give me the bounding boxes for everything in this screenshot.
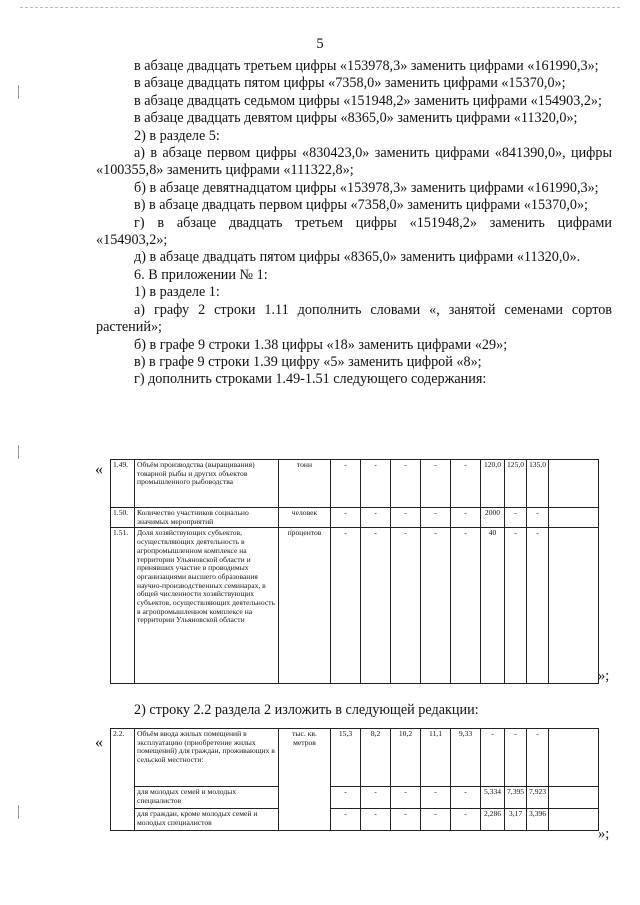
value-cell: 8,2 bbox=[361, 729, 391, 787]
value-cell: - bbox=[527, 528, 549, 684]
value-cell: 7,923 bbox=[527, 787, 549, 809]
paragraph: в) в абзаце двадцать первом цифры «7358,0» заменить цифрами «15370,0»; bbox=[134, 197, 588, 214]
value-cell: - bbox=[361, 787, 391, 809]
empty-cell bbox=[549, 787, 599, 809]
value-cell: 2,286 bbox=[481, 809, 505, 831]
quote-open-mark: « bbox=[95, 461, 103, 478]
indicator-name: Доля хозяйствующих субъектов, осуществляющих деятельность в агропромышленном комплексе на территории Ульяновской области и принявших участие в проводимых организациями высшего образования научно-производственных семинарах, в общей численности хозяйствующих субъектов, осуществляющих деятельность в агропромышленном комплексе на территории Ульяновской области bbox=[135, 528, 279, 684]
indicators-table-1 bbox=[110, 459, 599, 684]
value-cell: - bbox=[391, 508, 421, 528]
value-cell: - bbox=[361, 508, 391, 528]
value-cell: - bbox=[361, 460, 391, 508]
quote-close-mark: »; bbox=[598, 668, 610, 684]
value-cell: - bbox=[527, 729, 549, 787]
quote-open-mark: « bbox=[95, 734, 103, 751]
value-cell: - bbox=[391, 528, 421, 684]
value-cell: 5,334 bbox=[481, 787, 505, 809]
value-cell: - bbox=[361, 809, 391, 831]
value-cell: 40 bbox=[481, 528, 505, 684]
paragraph: в) в графе 9 строки 1.39 цифру «5» заменить цифрой «8»; bbox=[134, 353, 482, 370]
value-cell: - bbox=[527, 508, 549, 528]
paragraph: г) в абзаце двадцать третьем цифры «151948,2» заменить цифрами «154903,2»; bbox=[96, 214, 612, 249]
scan-artifact-left-mark bbox=[18, 445, 19, 459]
indicators-table-2 bbox=[110, 728, 599, 831]
value-cell: - bbox=[451, 460, 481, 508]
value-cell: - bbox=[451, 787, 481, 809]
value-cell: 11,1 bbox=[421, 729, 451, 787]
value-cell: 135,0 bbox=[527, 460, 549, 508]
table-row bbox=[111, 508, 599, 528]
value-cell: - bbox=[421, 508, 451, 528]
page-number: 5 bbox=[316, 36, 324, 52]
value-cell: - bbox=[361, 528, 391, 684]
value-cell: 3,17 bbox=[505, 809, 527, 831]
paragraph: 2) в разделе 5: bbox=[134, 127, 220, 144]
value-cell: - bbox=[391, 809, 421, 831]
paragraph: б) в графе 9 строки 1.38 цифры «18» заменить цифрами «29»; bbox=[134, 336, 508, 353]
row-number: 1.51. bbox=[111, 528, 135, 684]
scan-artifact-left-mark bbox=[18, 805, 19, 819]
value-cell: - bbox=[421, 528, 451, 684]
paragraph: в абзаце двадцать пятом цифры «7358,0» заменить цифрами «15370,0»; bbox=[134, 75, 566, 92]
value-cell: - bbox=[505, 729, 527, 787]
value-cell: - bbox=[451, 508, 481, 528]
paragraph: г) дополнить строками 1.49-1.51 следующего содержания: bbox=[134, 371, 487, 388]
indicator-name: Объём ввода жилых помещений в эксплуатацию (приобретение жилых помещений) для граждан, проживающих в сельской местности: bbox=[135, 729, 279, 787]
table-row bbox=[111, 460, 599, 508]
section-heading: 2) строку 2.2 раздела 2 изложить в следующей редакции: bbox=[134, 702, 479, 718]
row-number: 1.50. bbox=[111, 508, 135, 528]
value-cell: - bbox=[391, 787, 421, 809]
document-body bbox=[96, 58, 612, 389]
value-cell: - bbox=[481, 729, 505, 787]
paragraph: в абзаце двадцать третьем цифры «153978,3» заменить цифрами «161990,3»; bbox=[134, 58, 599, 74]
paragraph: б) в абзаце девятнадцатом цифры «153978,3» заменить цифрами «161990,3»; bbox=[134, 179, 599, 196]
value-cell: - bbox=[331, 787, 361, 809]
value-cell: - bbox=[505, 508, 527, 528]
row-number: 1.49. bbox=[111, 460, 135, 508]
value-cell: 7,395 bbox=[505, 787, 527, 809]
paragraph: в абзаце двадцать седьмом цифры «151948,2» заменить цифрами «154903,2»; bbox=[134, 92, 602, 109]
paragraph: 1) в разделе 1: bbox=[134, 284, 220, 301]
value-cell: 3,396 bbox=[527, 809, 549, 831]
value-cell: 2000 bbox=[481, 508, 505, 528]
value-cell: 9,33 bbox=[451, 729, 481, 787]
value-cell: - bbox=[421, 809, 451, 831]
indicator-name: для граждан, кроме молодых семей и молодых специалистов bbox=[135, 809, 279, 831]
empty-cell bbox=[549, 809, 599, 831]
value-cell: - bbox=[421, 787, 451, 809]
table-row bbox=[111, 729, 599, 787]
value-cell: - bbox=[331, 528, 361, 684]
value-cell: - bbox=[391, 460, 421, 508]
value-cell: 15,3 bbox=[331, 729, 361, 787]
quote-close-mark: »; bbox=[598, 826, 610, 842]
value-cell: 10,2 bbox=[391, 729, 421, 787]
scan-artifact-top-edge bbox=[20, 7, 620, 9]
scan-artifact-left-mark bbox=[18, 85, 19, 99]
paragraph: 6. В приложении № 1: bbox=[134, 266, 268, 283]
empty-cell bbox=[549, 729, 599, 787]
paragraph: д) в абзаце двадцать пятом цифры «8365,0» заменить цифрами «11320,0». bbox=[134, 249, 581, 266]
indicator-name: для молодых семей и молодых специалистов bbox=[135, 787, 279, 809]
unit-cell: процентов bbox=[279, 528, 331, 684]
value-cell: - bbox=[331, 809, 361, 831]
value-cell: 120,0 bbox=[481, 460, 505, 508]
empty-cell bbox=[549, 460, 599, 508]
unit-cell: человек bbox=[279, 508, 331, 528]
value-cell: - bbox=[451, 809, 481, 831]
value-cell: 125,0 bbox=[505, 460, 527, 508]
table-row bbox=[111, 787, 599, 809]
empty-cell bbox=[549, 528, 599, 684]
value-cell: - bbox=[451, 528, 481, 684]
table-row bbox=[111, 528, 599, 684]
paragraph: а) графу 2 строки 1.11 дополнить словами «, занятой семенами сортов растений»; bbox=[96, 301, 612, 336]
unit-cell: тыс. кв. метров bbox=[279, 729, 331, 831]
paragraph: а) в абзаце первом цифры «830423,0» заменить цифрами «841390,0», цифры «100355,8» заменить цифрами «111322,8»; bbox=[96, 145, 612, 179]
paragraph: в абзаце двадцать девятом цифры «8365,0» заменить цифрами «11320,0»; bbox=[134, 110, 578, 127]
value-cell: - bbox=[331, 508, 361, 528]
empty-cell bbox=[549, 508, 599, 528]
indicator-name: Объём производства (выращивания) товарной рыбы и других объектов промышленного рыбоводства bbox=[135, 460, 279, 508]
value-cell: - bbox=[505, 528, 527, 684]
value-cell: - bbox=[331, 460, 361, 508]
table-row bbox=[111, 809, 599, 831]
value-cell: - bbox=[421, 460, 451, 508]
row-number: 2.2. bbox=[111, 729, 135, 831]
unit-cell: тонн bbox=[279, 460, 331, 508]
indicator-name: Количество участников социально значимых мероприятий bbox=[135, 508, 279, 528]
